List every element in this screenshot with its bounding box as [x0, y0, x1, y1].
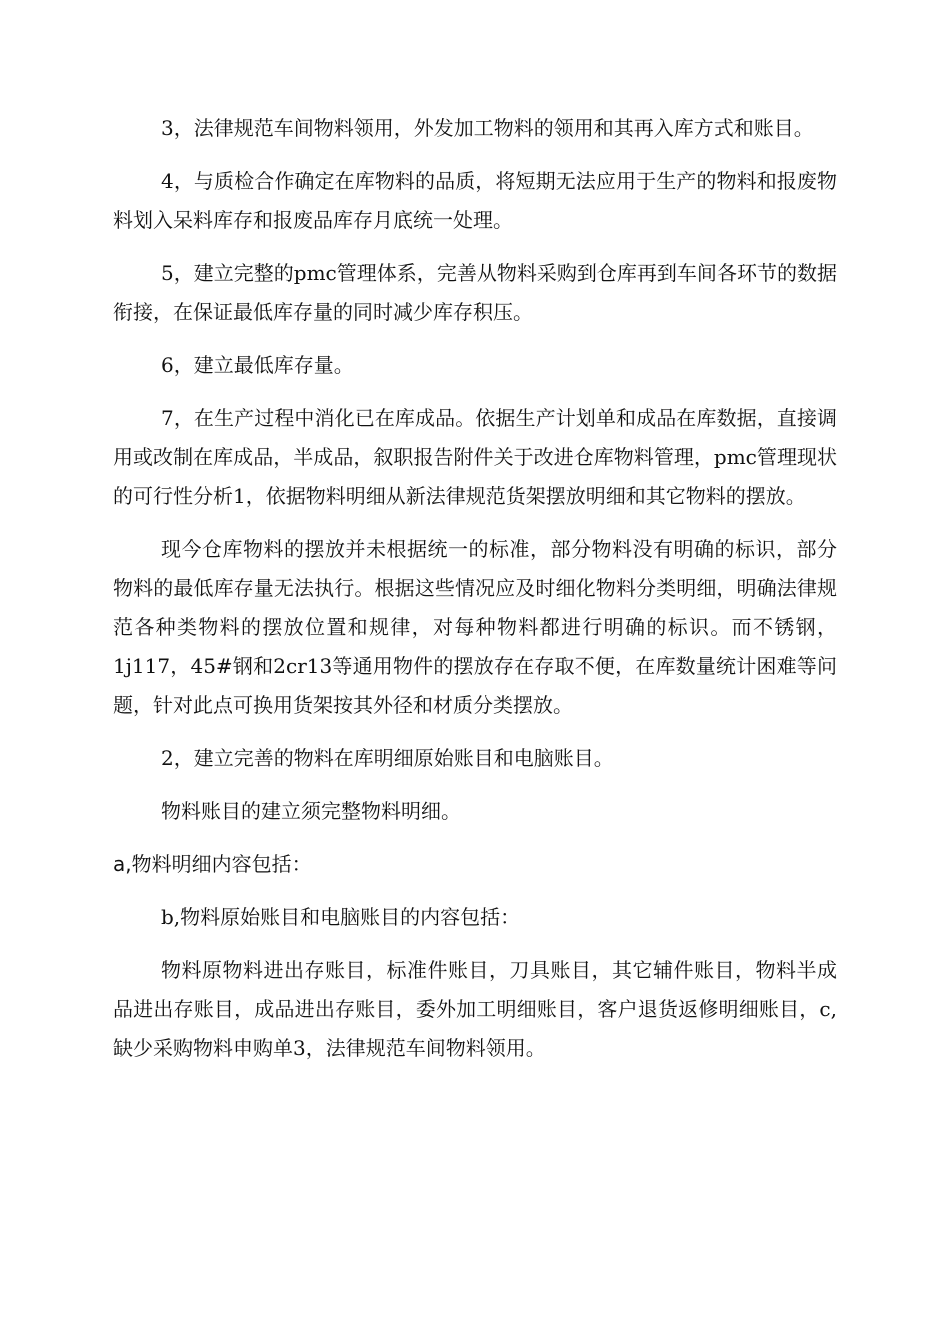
- paragraph-item-5: 5，建立完整的pmc管理体系，完善从物料采购到仓库再到车间各环节的数据衔接，在保证最低库存量的同时减少库存积压。: [113, 261, 837, 324]
- paragraph-current-status: 现今仓库物料的摆放并未根据统一的标准，部分物料没有明确的标识，部分物料的最低库存量无法执行。根据这些情况应及时细化物料分类明细，明确法律规范各种类物料的摆放位置和规律，对每种物料都进行明确的标识。而不锈钢，1j117，45#钢和2cr13等通用物件的摆放存在存取不便，在库数量统计困难等问题，针对此点可换用货架按其外径和材质分类摆放。: [113, 537, 837, 717]
- paragraph-item-2: 2，建立完善的物料在库明细原始账目和电脑账目。: [161, 746, 614, 770]
- paragraph-item-b: b,物料原始账目和电脑账目的内容包括：: [161, 905, 521, 929]
- paragraph-item-7: 7，在生产过程中消化已在库成品。依据生产计划单和成品在库数据，直接调用或改制在库成品，半成品，叙职报告附件关于改进仓库物料管理，pmc管理现状的可行性分析1，依据物料明细从新法律规范货架摆放明细和其它物料的摆放。: [113, 406, 837, 508]
- paragraph-item-4: 4，与质检合作确定在库物料的品质，将短期无法应用于生产的物料和报废物料划入呆料库存和报废品库存月底统一处理。: [113, 169, 837, 232]
- paragraph-account-setup: 物料账目的建立须完整物料明细。: [161, 799, 461, 823]
- paragraph-account-list: 物料原物料进出存账目，标准件账目，刀具账目，其它辅件账目，物料半成品进出存账目，成品进出存账目，委外加工明细账目，客户退货返修明细账目，c,缺少采购物料申购单3，法律规范车间物料领用。: [113, 958, 837, 1060]
- paragraph-item-6: 6，建立最低库存量。: [161, 353, 354, 377]
- paragraph-item-a: a,物料明细内容包括：: [113, 852, 312, 876]
- document-body: [113, 109, 837, 1082]
- paragraph-item-3: 3，法律规范车间物料领用，外发加工物料的领用和其再入库方式和账目。: [161, 116, 814, 140]
